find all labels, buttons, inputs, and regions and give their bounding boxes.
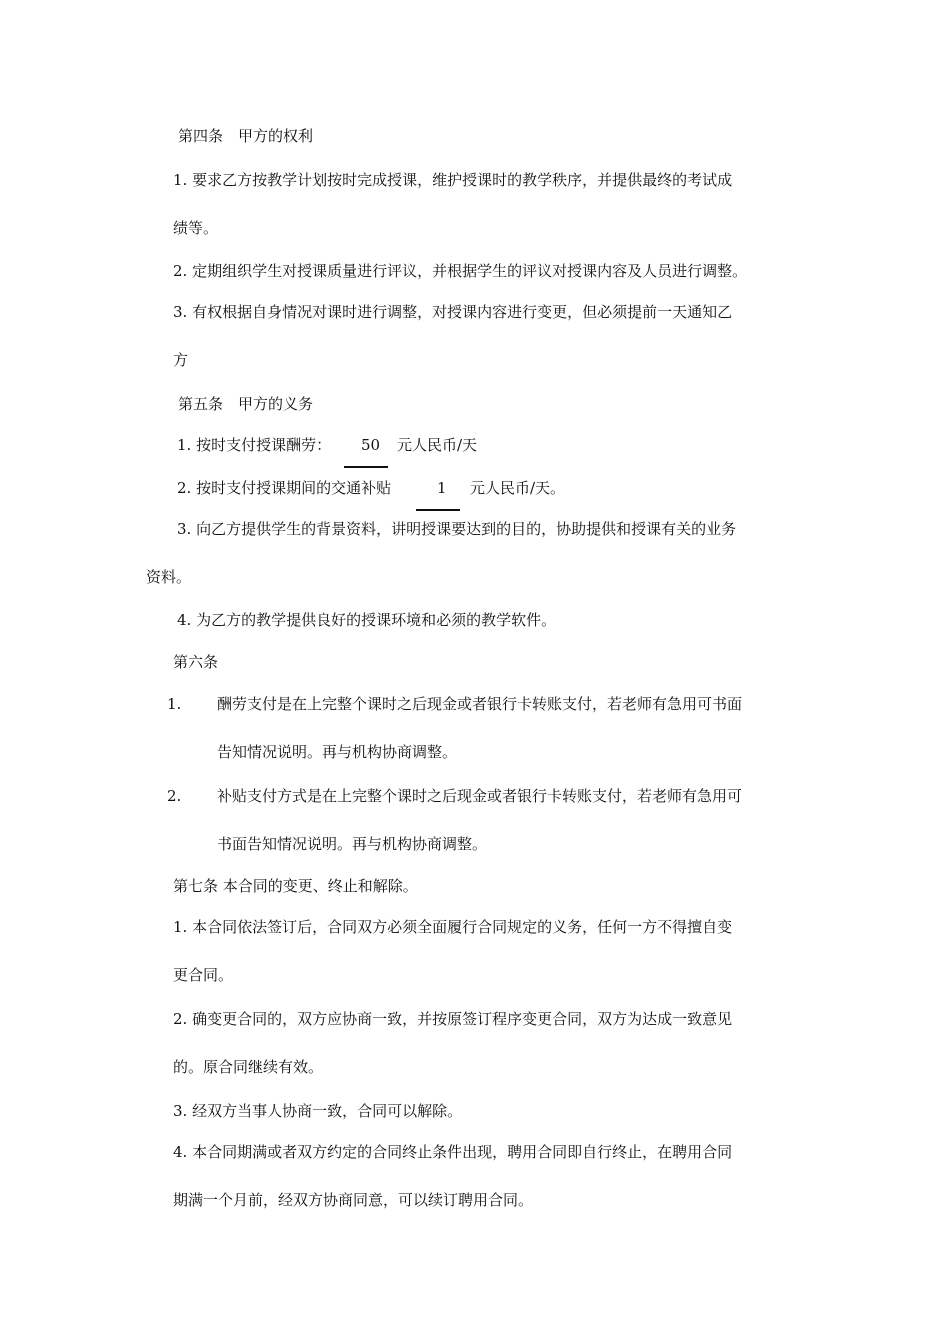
article-5-item-4: 4. 为乙方的教学提供良好的授课环境和必须的教学软件。 [177,611,557,629]
article-5-item-1-underline [344,466,388,469]
article-5-item-1-prefix: 1. 按时支付授课酬劳： [177,436,332,454]
article-7-item-2-line-1: 2. 确变更合同的，双方应协商一致，并按原签订程序变更合同，双方为达成一致意见 [173,1010,733,1028]
article-5-item-1-amount: 50 [361,436,381,454]
article-7-item-3: 3. 经双方当事人协商一致，合同可以解除。 [173,1102,463,1120]
article-4-item-3-line-1: 3. 有权根据自身情况对课时进行调整，对授课内容进行变更，但必须提前一天通知乙 [173,303,733,321]
article-6-item-2-line-1: 补贴支付方式是在上完整个课时之后现金或者银行卡转账支付，若老师有急用可 [217,787,743,805]
article-5-item-3-line-1: 3. 向乙方提供学生的背景资料，讲明授课要达到的目的，协助提供和授课有关的业务 [177,520,737,538]
article-7-item-2-line-2: 的。原合同继续有效。 [173,1058,324,1076]
article-4-item-2: 2. 定期组织学生对授课质量进行评议，并根据学生的评议对授课内容及人员进行调整。 [173,262,748,280]
article-6-item-1-number: 1. [167,695,182,713]
article-5-title: 第五条 甲方的义务 [178,395,314,413]
article-4-item-1-line-2: 绩等。 [173,219,219,237]
article-5-item-1-unit: 元人民币/天 [397,436,478,454]
article-6-title: 第六条 [173,653,219,671]
article-7-item-4-line-1: 4. 本合同期满或者双方约定的合同终止条件出现，聘用合同即自行终止，在聘用合同 [173,1143,733,1161]
article-5-item-2-underline [416,509,460,512]
article-7-item-1-line-2: 更合同。 [173,966,234,984]
article-7-title: 第七条 本合同的变更、终止和解除。 [173,877,418,895]
article-6-item-2-number: 2. [167,787,182,805]
article-6-item-2-line-2: 书面告知情况说明。再与机构协商调整。 [217,835,488,853]
article-4-title: 第四条 甲方的权利 [178,127,314,145]
article-7-item-1-line-1: 1. 本合同依法签订后，合同双方必须全面履行合同规定的义务，任何一方不得擅自变 [173,918,733,936]
article-5-item-3-line-2: 资料。 [146,568,192,586]
article-6-item-1-line-2: 告知情况说明。再与机构协商调整。 [217,743,458,761]
article-4-item-1-line-1: 1. 要求乙方按教学计划按时完成授课，维护授课时的教学秩序，并提供最终的考试成 [173,171,733,189]
article-5-item-2-unit: 元人民币/天。 [470,479,566,497]
article-6-item-1-line-1: 酬劳支付是在上完整个课时之后现金或者银行卡转账支付，若老师有急用可书面 [217,695,743,713]
article-5-item-2-amount: 1 [437,479,447,497]
article-7-item-4-line-2: 期满一个月前，经双方协商同意，可以续订聘用合同。 [173,1191,534,1209]
article-5-item-2-prefix: 2. 按时支付授课期间的交通补贴 [177,479,392,497]
article-4-item-3-line-2: 方 [173,351,189,369]
